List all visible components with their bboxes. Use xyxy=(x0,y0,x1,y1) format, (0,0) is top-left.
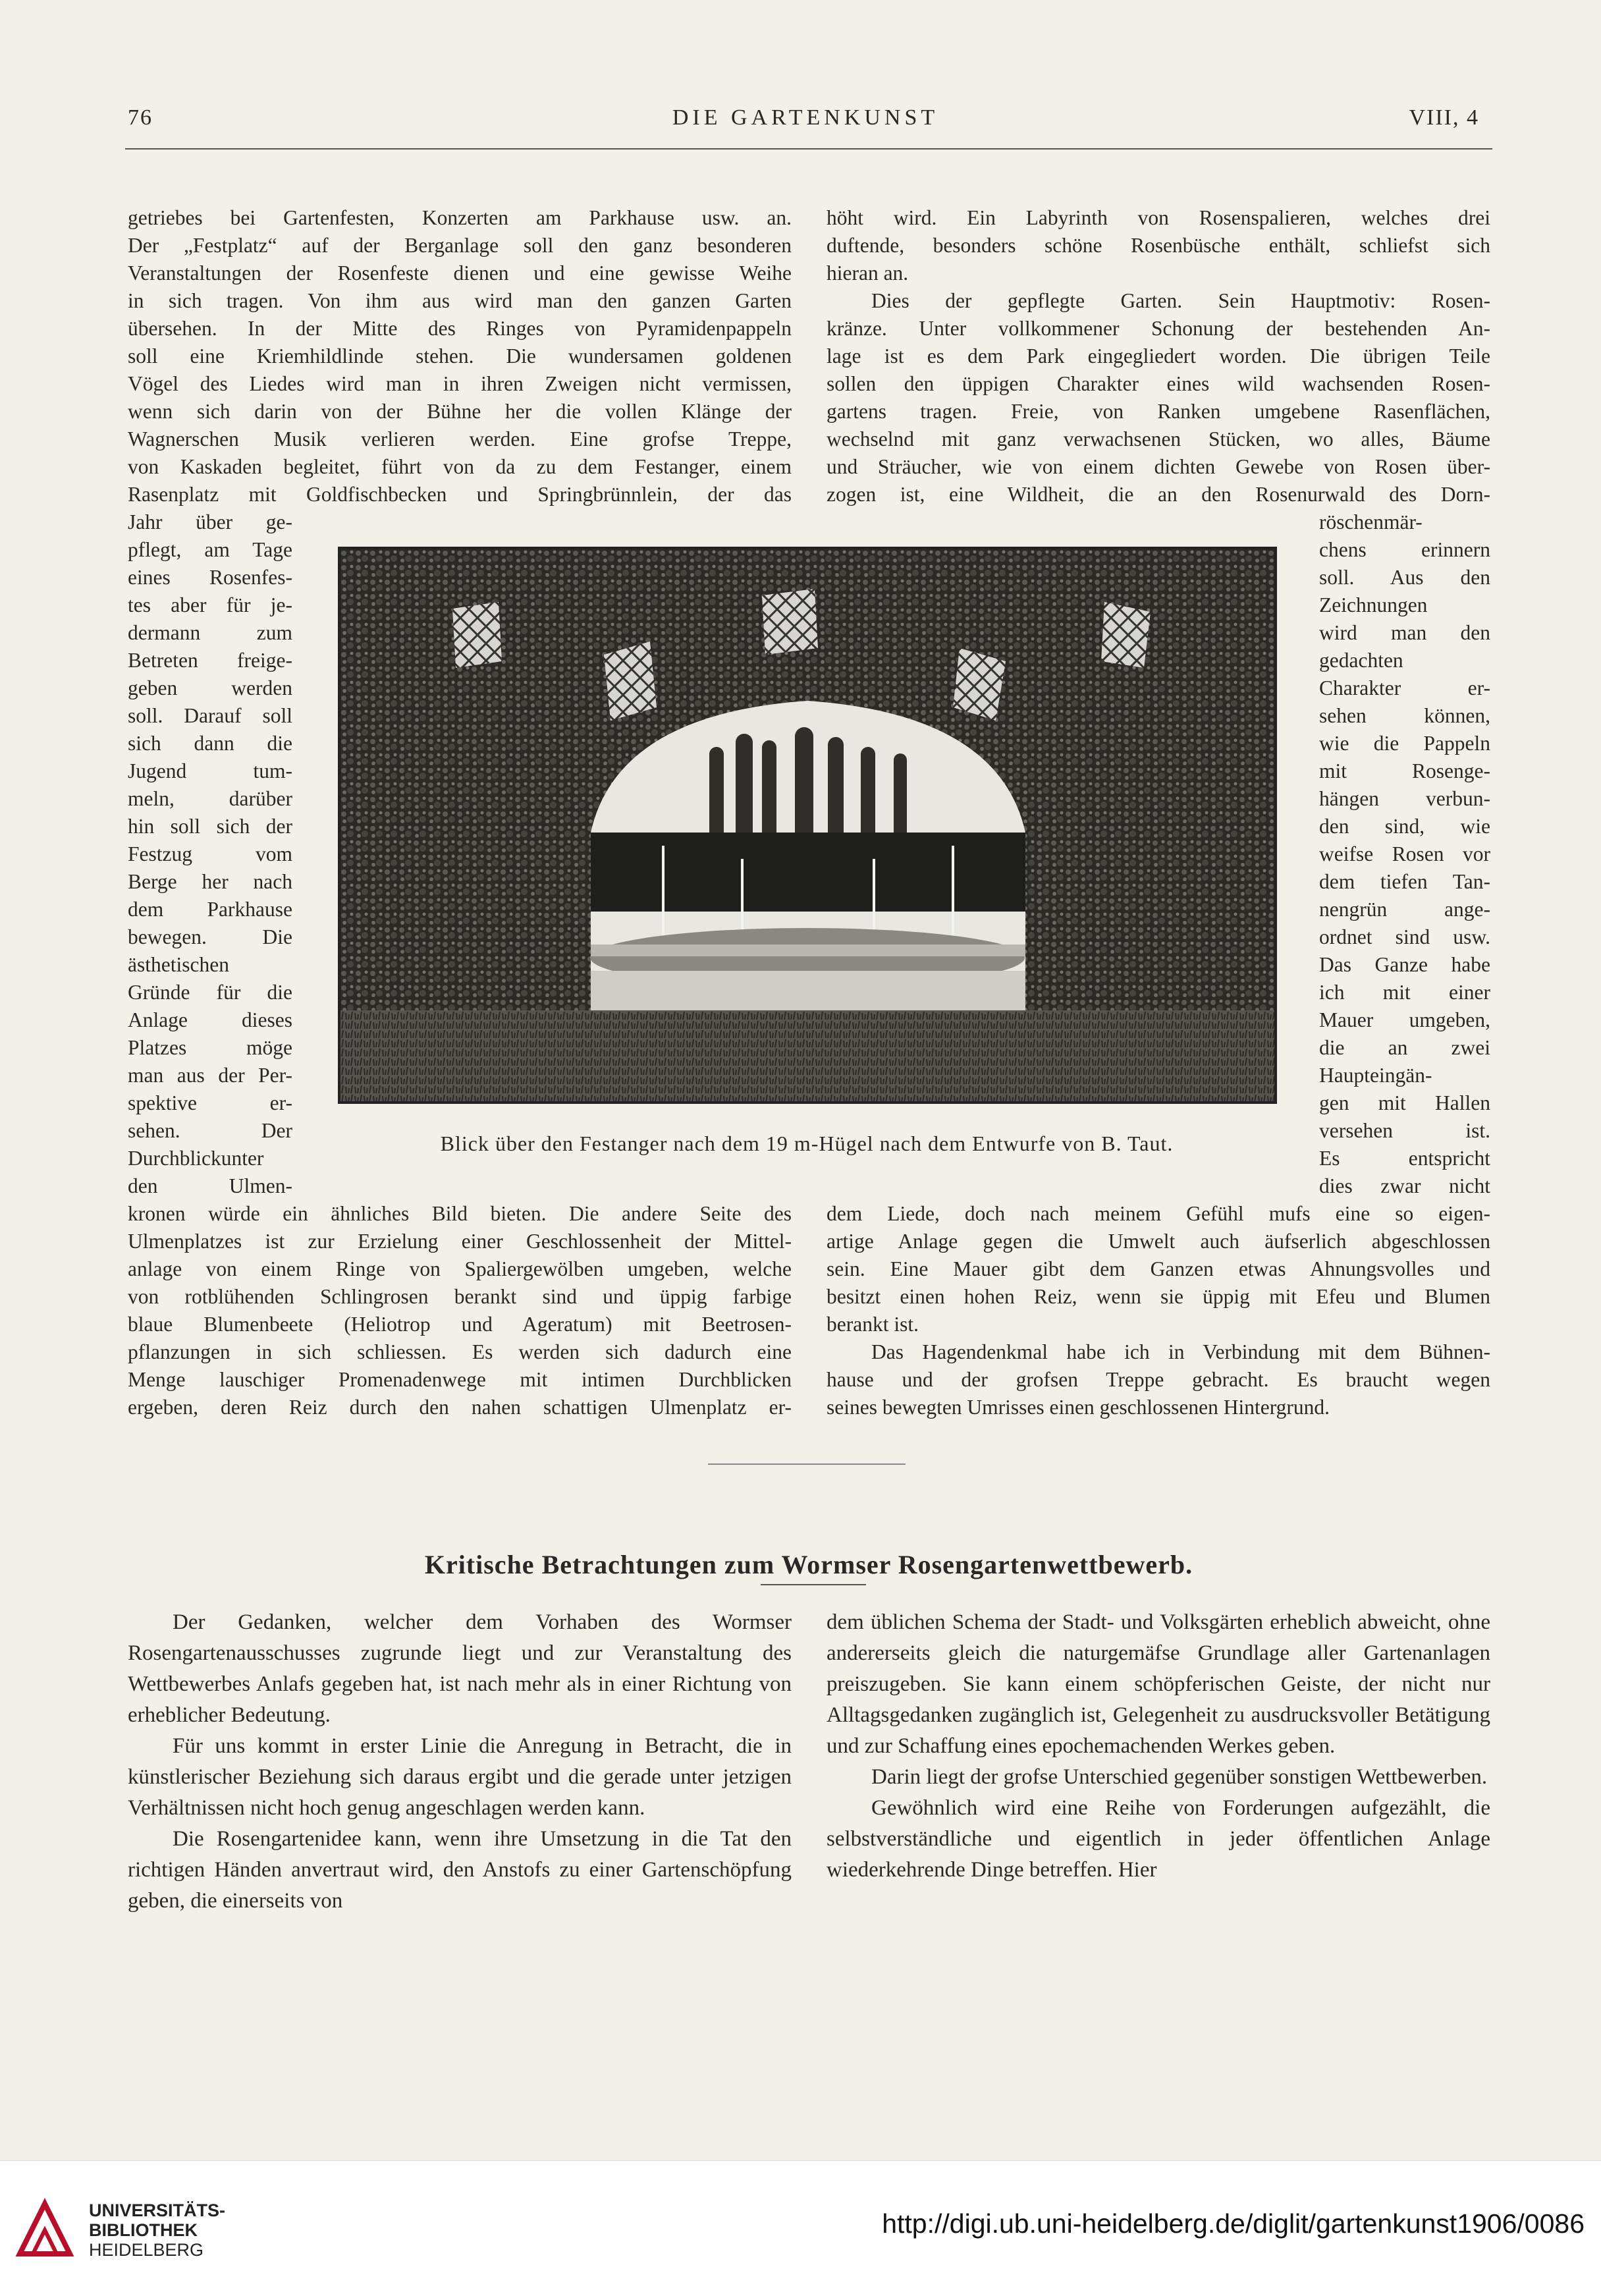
text-line: dem Liede, doch nach meinem Gefühl mufs eine so eigen- xyxy=(827,1202,1490,1225)
text-line: Rasenplatz mit Goldfischbecken und Springbrünnlein, der das xyxy=(128,483,792,506)
text-line: artige Anlage gegen die Umwelt auch äufserlich abgeschlossen xyxy=(827,1230,1490,1253)
right-column-wrap xyxy=(1319,508,1490,1200)
text-line: hängen verbun- xyxy=(1319,787,1490,810)
text-line: duftende, besonders schöne Rosenbüsche enthält, schliefst sich xyxy=(827,234,1490,257)
paragraph: Der Gedanken, welcher dem Vorhaben des Wormser Rosengartenausschusses zugrunde liegt und zur Veranstaltung des Wettbewerbes Anlafs gegeben hat, ist nach mehr als in einer Richtung von erheblicher Bedeutung. xyxy=(128,1610,792,1727)
text-line: hause und der grofsen Treppe gebracht. Es braucht wegen xyxy=(827,1368,1490,1391)
rose-arch-drawing xyxy=(340,549,1274,1101)
paragraph: Für uns kommt in erster Linie die Anregung in Betracht, die in künstlerischer Beziehung sich daraus ergibt und die gerade unter jetzigen Verhältnissen nicht hoch genug angeschlagen werden kann. xyxy=(128,1734,792,1820)
running-header xyxy=(119,100,1492,140)
text-line: ich mit einer xyxy=(1319,981,1490,1004)
text-line: Gründe für die xyxy=(128,981,292,1004)
text-line: Festzug vom xyxy=(128,842,292,865)
section-left-column xyxy=(128,1607,792,1917)
text-line: den Ulmen- xyxy=(128,1174,292,1197)
text-line: nengrün ange- xyxy=(1319,898,1490,921)
paragraph: dem üblichen Schema der Stadt- und Volksgärten erheblich abweicht, ohne andererseits gleich die naturgemäfse Grundlage aller Gartenanlagen preiszugeben. Sie kann einem schöpferischen Geiste, der nicht nur Alltagsgedanken zugänglich ist, Gelegenheit zu ausdrucksvoller Betätigung und zur Schaffung eines epochemachenden Werkes geben. xyxy=(827,1610,1490,1758)
text-line: dermann zum xyxy=(128,621,292,644)
text-line: Der „Festplatz“ auf der Berganlage soll den ganz besonderen xyxy=(128,234,792,257)
text-line: anlage von einem Ringe von Spaliergewölben umgeben, welche xyxy=(128,1257,792,1280)
text-line: den sind, wie xyxy=(1319,815,1490,838)
text-line: sich dann die xyxy=(128,732,292,755)
text-line: Vögel des Liedes wird man in ihren Zweigen nicht vermissen, xyxy=(128,372,792,395)
text-line: gartens tragen. Freie, von Ranken umgebene Rasenflächen, xyxy=(827,400,1490,423)
text-line: soll. Aus den xyxy=(1319,566,1490,589)
text-line: blaue Blumenbeete (Heliotrop und Ageratum) mit Beetrosen- xyxy=(128,1313,792,1336)
paragraph: Gewöhnlich wird eine Reihe von Forderungen aufgezählt, die selbstverständliche und eigentlich in jeder öffentlichen Anlage wiederkehrende Dinge betreffen. Hier xyxy=(827,1796,1490,1882)
text-line: übersehen. In der Mitte des Ringes von Pyramidenpappeln xyxy=(128,317,792,340)
text-line: wird man den xyxy=(1319,621,1490,644)
text-line: tes aber für je- xyxy=(128,593,292,616)
text-line: sehen können, xyxy=(1319,704,1490,727)
text-line: versehen ist. xyxy=(1319,1119,1490,1142)
text-line: Dies der gepflegte Garten. Sein Hauptmotiv: Rosen- xyxy=(871,289,1490,312)
text-line: von Kaskaden begleitet, führt von da zu dem Festanger, einem xyxy=(128,455,792,478)
library-line-2: BIBLIOTHEK xyxy=(89,2220,198,2240)
text-line: eines Rosenfes- xyxy=(128,566,292,589)
text-line: wie die Pappeln xyxy=(1319,732,1490,755)
text-line: Zeichnungen xyxy=(1319,593,1428,616)
text-line: sollen den üppigen Charakter eines wild wachsenden Rosen- xyxy=(827,372,1490,395)
text-line: weifse Rosen vor xyxy=(1319,842,1490,865)
text-line: chens erinnern xyxy=(1319,538,1490,561)
text-line: geben werden xyxy=(128,676,292,699)
text-line: kränze. Unter vollkommener Schonung der bestehenden An- xyxy=(827,317,1490,340)
library-line-3: HEIDELBERG xyxy=(89,2240,204,2260)
left-column-top xyxy=(128,204,792,508)
text-line: lage ist es dem Park eingegliedert worden. Die übrigen Teile xyxy=(827,344,1490,368)
section-separator xyxy=(708,1463,906,1465)
paragraph: Darin liegt der grofse Unterschied gegenüber sonstigen Wettbewerben. xyxy=(871,1765,1488,1789)
paragraph: Die Rosengartenidee kann, wenn ihre Umsetzung in die Tat den richtigen Händen anvertraut wird, den Anstofs zu einer Gartenschöpfung geben, die einerseits von xyxy=(128,1827,792,1913)
text-line: Jahr über ge- xyxy=(128,510,292,533)
text-line: Haupteingän- xyxy=(1319,1064,1432,1087)
title-underline xyxy=(761,1584,866,1585)
text-line: Es entspricht xyxy=(1319,1147,1490,1170)
text-line: seines bewegten Umrisses einen geschlossenen Hintergrund. xyxy=(827,1396,1330,1419)
text-line: die an zwei xyxy=(1319,1036,1490,1059)
text-line: man aus der Per- xyxy=(128,1064,292,1087)
text-line: meln, darüber xyxy=(128,787,292,810)
text-line: bewegen. Die xyxy=(128,925,292,948)
text-line: dem tiefen Tan- xyxy=(1319,870,1490,893)
header-rule xyxy=(125,148,1492,150)
text-line: berankt ist. xyxy=(827,1313,919,1336)
text-line: besitzt einen hohen Reiz, wenn sie üppig mit Efeu und Blumen xyxy=(827,1285,1490,1308)
left-column-wrap xyxy=(128,508,292,1200)
source-url-link[interactable]: http://digi.ub.uni-heidelberg.de/diglit/gartenkunst1906/0086 xyxy=(882,2208,1585,2239)
volume-issue: VIII, 4 xyxy=(1409,105,1479,130)
text-line: Das Hagendenkmal habe ich in Verbindung mit dem Bühnen- xyxy=(871,1340,1490,1363)
text-line: Jugend tum- xyxy=(128,759,292,782)
text-line: Mauer umgeben, xyxy=(1319,1008,1490,1031)
text-line: ästhetischen xyxy=(128,953,229,976)
text-line: hieran an. xyxy=(827,261,909,285)
text-line: Das Ganze habe xyxy=(1319,953,1490,976)
text-line: Ulmenplatzes ist zur Erzielung einer Geschlossenheit der Mittel- xyxy=(128,1230,792,1253)
text-line: Wagnerschen Musik verlieren werden. Eine grofse Treppe, xyxy=(128,427,792,451)
figure-illustration xyxy=(338,547,1277,1104)
text-line: und Sträucher, wie von einem dichten Gewebe von Rosen über- xyxy=(827,455,1490,478)
page-number: 76 xyxy=(128,105,153,130)
text-line: getriebes bei Gartenfesten, Konzerten am Parkhause usw. an. xyxy=(128,206,792,229)
text-line: soll eine Kriemhildlinde stehen. Die wundersamen goldenen xyxy=(128,344,792,368)
section-title: Kritische Betrachtungen zum Wormser Rosengartenwettbewerb. xyxy=(424,1550,1193,1579)
text-line: hin soll sich der xyxy=(128,815,292,838)
text-line: gen mit Hallen xyxy=(1319,1091,1490,1114)
text-line: Berge her nach xyxy=(128,870,292,893)
left-column-bottom xyxy=(128,1200,792,1421)
text-line: Charakter er- xyxy=(1319,676,1490,699)
text-line: pflegt, am Tage xyxy=(128,538,292,561)
digitization-footer xyxy=(0,2160,1601,2296)
text-line: zogen ist, eine Wildheit, die an den Rosenurwald des Dorn- xyxy=(827,483,1490,506)
text-line: soll. Darauf soll xyxy=(128,704,292,727)
text-line: ergeben, deren Reiz durch den nahen schattigen Ulmenplatz er- xyxy=(128,1396,792,1419)
right-column-bottom xyxy=(827,1200,1490,1421)
text-line: ordnet sind usw. xyxy=(1319,925,1490,948)
text-line: kronen würde ein ähnliches Bild bieten. Die andere Seite des xyxy=(128,1202,792,1225)
text-line: gedachten xyxy=(1319,649,1403,672)
text-line: höht wird. Ein Labyrinth von Rosenspalieren, welches drei xyxy=(827,206,1490,229)
text-line: mit Rosenge- xyxy=(1319,759,1490,782)
text-line: von rotblühenden Schlingrosen berankt sind und üppig farbige xyxy=(128,1285,792,1308)
text-line: in sich tragen. Von ihm aus wird man den ganzen Garten xyxy=(128,289,792,312)
text-line: Veranstaltungen der Rosenfeste dienen und eine gewisse Weihe xyxy=(128,261,792,285)
library-name xyxy=(89,2200,225,2260)
text-line: wenn sich darin von der Bühne her die vollen Klänge der xyxy=(128,400,792,423)
text-line: Platzes möge xyxy=(128,1036,292,1059)
text-line: Anlage dieses xyxy=(128,1008,292,1031)
text-line: sein. Eine Mauer gibt dem Ganzen etwas Ahnungsvolles und xyxy=(827,1257,1490,1280)
text-line: Menge lauschiger Promenadenwege mit intimen Durchblicken xyxy=(128,1368,792,1391)
text-line: Betreten freige- xyxy=(128,649,292,672)
text-line: pflanzungen in sich schliessen. Es werden sich dadurch eine xyxy=(128,1340,792,1363)
text-line: wechselnd mit ganz verwachsenen Stücken, wo alles, Bäume xyxy=(827,427,1490,451)
journal-title: DIE GARTENKUNST xyxy=(672,105,939,130)
text-line: dem Parkhause xyxy=(128,898,292,921)
text-line: sehen. Der xyxy=(128,1119,292,1142)
text-line: Durchblickunter xyxy=(128,1147,264,1170)
text-line: röschenmär- xyxy=(1319,510,1423,533)
figure-caption: Blick über den Festanger nach dem 19 m-Hügel nach dem Entwurfe von B. Taut. xyxy=(440,1132,1174,1155)
library-line-1: UNIVERSITÄTS- xyxy=(89,2200,226,2220)
text-line: spektive er- xyxy=(128,1091,292,1114)
right-column-top xyxy=(827,204,1490,508)
text-line: dies zwar nicht xyxy=(1319,1174,1490,1197)
library-logo-icon xyxy=(13,2197,76,2260)
section-right-column xyxy=(827,1607,1490,1886)
